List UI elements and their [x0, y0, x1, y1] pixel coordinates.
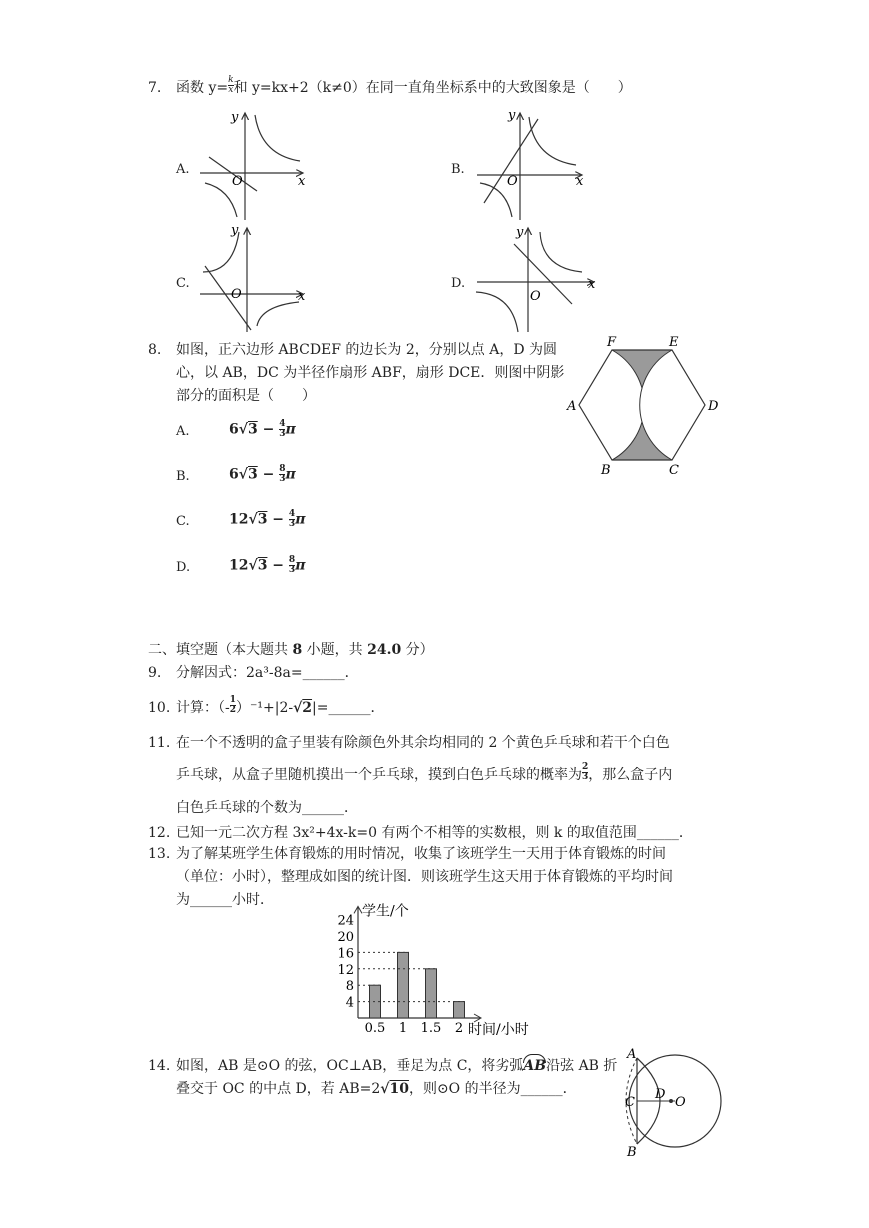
q8-line3: 部分的面积是（ ）	[176, 388, 316, 404]
q14-circle-figure	[617, 1048, 727, 1160]
x-label: x	[588, 277, 596, 292]
q13-line2: （单位：小时），整理成如图的统计图．则该班学生这天用于体育锻炼的平均时间	[176, 869, 673, 885]
q13-line3: 为______小时．	[176, 892, 274, 908]
q8-hexagon-figure	[565, 335, 725, 480]
x-label: x	[298, 174, 306, 189]
hyperbola-branch	[257, 302, 299, 326]
origin-label: O	[507, 174, 518, 189]
q13-bar-chart	[320, 903, 540, 1038]
q12-text: 已知一元二次方程 3x²+4x-k=0 有两个不相等的实数根，则 k 的取值范围______．	[176, 825, 693, 841]
q14-number: 14.	[148, 1058, 171, 1074]
y-tick-label: 4	[345, 995, 354, 1011]
q10-number: 10.	[148, 700, 171, 716]
origin-label: O	[530, 289, 541, 304]
q8-option-d[interactable]: D. 12√3 − $\frac{8}{3}$ π	[176, 555, 306, 575]
q8-option-b[interactable]: B. 6√3 − $\frac{8}{3}$ π	[176, 464, 296, 484]
q7-text-a: 函数 y=	[176, 80, 229, 96]
q8-number: 8.	[148, 342, 162, 358]
vertex-label-c: C	[669, 463, 679, 478]
y-label: y	[516, 225, 524, 240]
vertex-label-f: F	[607, 335, 617, 350]
y-tick-label: 16	[337, 946, 354, 962]
q7-number: 7.	[148, 80, 162, 96]
x-tick-label: 1	[398, 1021, 408, 1036]
q14-line1: 如图，AB 是⊙O 的弦，OC⊥AB，垂足为点 C，将劣弧 AB沿弦 AB 折	[176, 1058, 617, 1074]
q8-option-a[interactable]: A. 6√3 − $\frac{4}{3}$ π	[176, 419, 296, 439]
section-2-title: 二、填空题（本大题共 8 小题，共 24.0 分）	[148, 642, 434, 658]
line-graph	[205, 266, 251, 330]
q8-line2: 心，以 AB，DC 为半径作扇形 ABF，扇形 DCE．则图中阴影	[176, 365, 565, 381]
q8-line1: 如图，正六边形 ABCDEF 的边长为 2，分别以点 A，D 为圆	[176, 342, 558, 358]
q7-graph-c[interactable]	[195, 222, 315, 334]
hyperbola-branch	[529, 117, 576, 165]
label-d: D	[655, 1087, 666, 1102]
q12-number: 12.	[148, 825, 171, 841]
hyperbola-branch	[540, 232, 582, 272]
y-tick-label: 8	[345, 979, 354, 995]
q7-text-b: 和 y=kx+2（k≠0）在同一直角坐标系中的大致图象是（ ）	[233, 80, 632, 96]
line-graph	[514, 244, 572, 304]
q7-graph-a[interactable]	[195, 105, 315, 225]
y-tick-label: 20	[337, 930, 354, 945]
x-axis-title: 时间/小时	[468, 1022, 529, 1038]
label-b: B	[627, 1145, 637, 1160]
hyperbola-branch	[255, 115, 300, 161]
x-label: x	[298, 289, 306, 304]
bar	[398, 952, 409, 1018]
x-tick-label: 0.5	[364, 1021, 386, 1036]
x-tick-label: 1.5	[420, 1021, 442, 1036]
vertex-label-d: D	[708, 399, 719, 414]
q7-option-d[interactable]: D.	[451, 276, 466, 291]
q11-line2: 乒乓球，从盒子里随机摸出一个乒乓球，摸到白色乒乓球的概率为 $\frac{2}{3}$ ，那么盒子内	[176, 761, 673, 783]
q9-text: 分解因式：2a³-8a=______．	[176, 665, 359, 681]
q9-number: 9.	[148, 665, 162, 681]
point-o	[669, 1099, 673, 1103]
x-tick-label: 2	[454, 1021, 464, 1036]
q7-graph-d[interactable]	[472, 222, 600, 334]
q14-line2: 叠交于 OC 的中点 D，若 AB=2√10，则⊙O 的半径为______．	[176, 1081, 577, 1097]
y-label: y	[231, 223, 239, 238]
bar	[454, 1002, 465, 1018]
q7-option-b[interactable]: B.	[451, 162, 465, 177]
y-tick-label: 24	[337, 913, 354, 929]
vertex-label-b: B	[601, 463, 611, 478]
label-a: A	[627, 1047, 637, 1062]
hyperbola-branch	[476, 292, 518, 332]
bar	[426, 969, 437, 1018]
line-graph	[484, 119, 538, 203]
label-o: O	[675, 1095, 686, 1110]
y-label: y	[231, 110, 239, 125]
q7-fraction: $\frac{k}{x}$	[228, 74, 234, 95]
hyperbola-branch	[203, 232, 239, 272]
origin-label: O	[231, 287, 242, 302]
x-label: x	[576, 174, 584, 189]
q8-option-c[interactable]: C. 12√3 − $\frac{4}{3}$ π	[176, 509, 306, 529]
label-c: C	[625, 1095, 635, 1110]
q7-option-a[interactable]: A.	[176, 162, 190, 177]
y-tick-label: 12	[337, 962, 354, 978]
arc-ab-symbol: AB	[523, 1058, 546, 1074]
origin-label: O	[232, 174, 243, 189]
q11-line1: 在一个不透明的盒子里装有除颜色外其余均相同的 2 个黄色乒乓球和若干个白色	[176, 735, 670, 751]
q7-option-c[interactable]: C.	[176, 276, 190, 291]
q11-line3: 白色乒乓球的个数为______．	[176, 800, 358, 816]
y-axis-title: 学生/个	[362, 903, 409, 920]
q11-number: 11.	[148, 735, 171, 751]
q7-graph-b[interactable]	[472, 105, 592, 225]
q7-stem	[176, 74, 632, 96]
vertex-label-e: E	[669, 335, 679, 350]
q10-text: 计算：（- $\frac{1}{2}$ ）⁻¹+|2-√2|=______．	[176, 694, 385, 716]
q13-line1: 为了解某班学生体育锻炼的用时情况，收集了该班学生一天用于体育锻炼的时间	[176, 846, 666, 862]
vertex-label-a: A	[567, 399, 577, 414]
q13-number: 13.	[148, 846, 171, 862]
y-label: y	[508, 108, 516, 123]
